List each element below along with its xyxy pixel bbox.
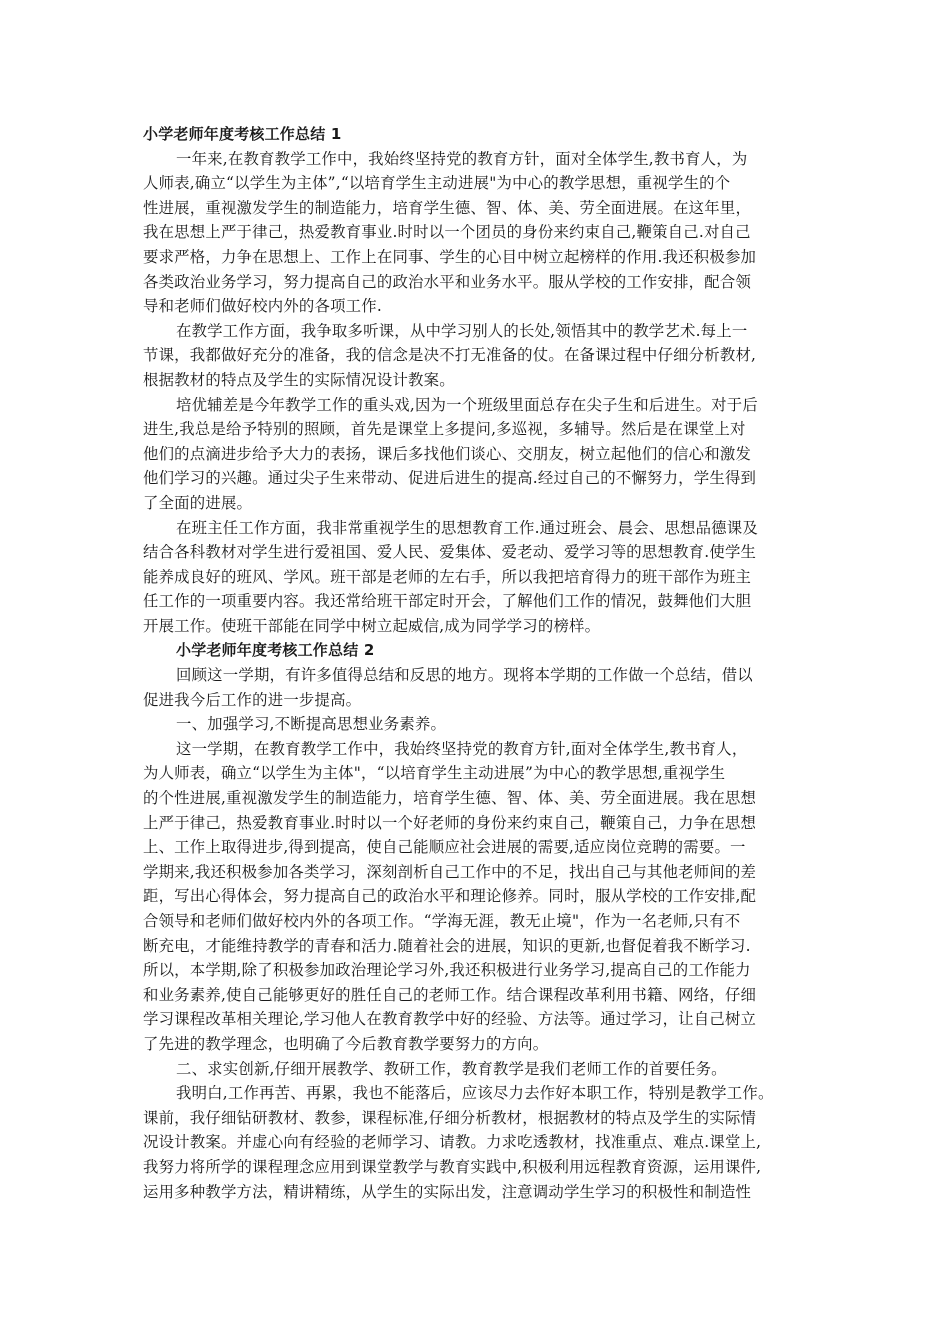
text-line: 根据教材的特点及学生的实际情况设计教案。 — [143, 370, 455, 389]
text-line: 开展工作。使班干部能在同学中树立起威信,成为同学学习的榜样。 — [143, 616, 601, 635]
text-line: 距，写出心得体会，努力提高自己的政治水平和理论修养。同时，服从学校的工作安排,配 — [143, 887, 757, 906]
text-line: 了先进的教学理念，也明确了今后教育教学要努力的方向。 — [143, 1034, 549, 1053]
text-line: 的个性进展,重视激发学生的制造能力，培育学生德、智、体、美、劳全面进展。我在思想 — [143, 789, 757, 808]
text-line: 结合各科教材对学生进行爱祖国、爱人民、爱集体、爱老动、爱学习等的思想教育.使学生 — [143, 543, 757, 562]
text-line: 促进我今后工作的进一步提高。 — [143, 690, 362, 709]
text-line: 况设计教案。并虚心向有经验的老师学习、请教。力求吃透教材，找准重点、难点.课堂上, — [143, 1133, 762, 1152]
text-line: 能养成良好的班风、学风。班干部是老师的左右手，所以我把培育得力的班干部作为班主 — [143, 567, 752, 586]
text-line: 一年来,在教育教学工作中，我始终坚持党的教育方针，面对全体学生,教书育人，为 — [176, 149, 748, 168]
section-heading: 小学老师年度考核工作总结 2 — [176, 641, 375, 660]
text-line: 他们学习的兴趣。通过尖子生来带动、促进后进生的提高.经过自己的不懈努力，学生得到 — [143, 469, 757, 488]
text-line: 我在思想上严于律己，热爱教育事业.时时以一个团员的身份来约束自己,鞭策自己.对自己 — [143, 223, 751, 242]
text-line: 进生,我总是给予特别的照顾，首先是课堂上多提问,多巡视，多辅导。然后是在课堂上对 — [143, 420, 746, 439]
text-line: 性进展，重视激发学生的制造能力，培育学生德、智、体、美、劳全面进展。在这年里， — [143, 198, 752, 217]
text-line: 要求严格，力争在思想上、工作上在同事、学生的心目中树立起榜样的作用.我还积极参加 — [143, 247, 757, 266]
text-line: 二、求实创新,仔细开展教学、教研工作，教育教学是我们老师工作的首要任务。 — [176, 1059, 727, 1078]
text-line: 培优辅差是今年教学工作的重头戏,因为一个班级里面总存在尖子生和后进生。对于后 — [176, 395, 758, 414]
text-line: 这一学期，在教育教学工作中，我始终坚持党的教育方针,面对全体学生,教书育人， — [176, 739, 748, 758]
document-body — [143, 122, 811, 1204]
text-line: 节课，我都做好充分的准备，我的信念是决不打无准备的仗。在备课过程中仔细分析教材, — [143, 346, 757, 365]
text-line: 合领导和老师们做好校内外的各项工作。“学海无涯，教无止境"，作为一名老师,只有不 — [143, 912, 741, 930]
text-line: 课前，我仔细钻研教材、教参，课程标准,仔细分析教材，根据教材的特点及学生的实际情 — [143, 1108, 757, 1127]
text-line: 学习课程改革相关理论,学习他人在教育教学中好的经验、方法等。通过学习，让自己树立 — [143, 1010, 757, 1029]
text-line: 运用多种教学方法，精讲精练，从学生的实际出发，注意调动学生学习的积极性和制造性 — [143, 1182, 752, 1201]
text-line: 在班主任工作方面，我非常重视学生的思想教育工作.通过班会、晨会、思想品德课及 — [176, 518, 758, 537]
text-line: 他们的点滴进步给予大力的表扬，课后多找他们谈心、交朋友，树立起他们的信心和激发 — [143, 444, 752, 463]
text-line: 为人师表，确立“以学生为主体"，“以培育学生主动进展”为中心的教学思想,重视学生 — [143, 764, 726, 783]
section-heading: 小学老师年度考核工作总结 1 — [143, 125, 342, 143]
text-line: 学期来,我还积极参加各类学习，深刻剖析自己工作中的不足，找出自己与其他老师间的差 — [143, 862, 757, 881]
text-line: 人师表,确立“以学生为主体”,“以培育学生主动进展"为中心的教学思想，重视学生的个 — [143, 174, 731, 193]
text-line: 各类政治业务学习，努力提高自己的政治水平和业务水平。服从学校的工作安排，配合领 — [143, 272, 752, 291]
text-line: 我明白,工作再苦、再累，我也不能落后，应该尽力去作好本职工作，特别是教学工作。 — [176, 1084, 774, 1103]
text-line: 上、工作上取得进步,得到提高，使自己能顺应社会进展的需要,适应岗位竞聘的需要。一 — [143, 838, 746, 857]
text-line: 任工作的一项重要内容。我还常给班干部定时开会，了解他们工作的情况，鼓舞他们大胆 — [143, 592, 752, 611]
text-line: 所以，本学期,除了积极参加政治理论学习外,我还积极进行业务学习,提高自己的工作能力 — [143, 961, 751, 980]
text-line: 我努力将所学的课程理念应用到课堂教学与教育实践中,积极利用远程教育资源，运用课件, — [143, 1157, 762, 1176]
text-line: 了全面的进展。 — [143, 493, 253, 512]
text-line: 在教学工作方面，我争取多听课，从中学习别人的长处,领悟其中的教学艺术.每上一 — [176, 321, 748, 340]
text-line: 和业务素养,使自己能够更好的胜任自己的老师工作。结合课程改革利用书籍、网络，仔细 — [143, 985, 757, 1004]
text-line: 回顾这一学期，有许多值得总结和反思的地方。现将本学期的工作做一个总结，借以 — [176, 666, 753, 685]
text-line: 一、加强学习,不断提高思想业务素养。 — [176, 715, 447, 734]
text-line: 导和老师们做好校内外的各项工作. — [143, 297, 382, 316]
text-line: 上严于律己，热爱教育事业.时时以一个好老师的身份来约束自己，鞭策自己，力争在思想 — [143, 813, 757, 832]
text-line: 断充电，才能维持教学的青春和活力.随着社会的进展，知识的更新,也督促着我不断学习. — [143, 936, 751, 955]
